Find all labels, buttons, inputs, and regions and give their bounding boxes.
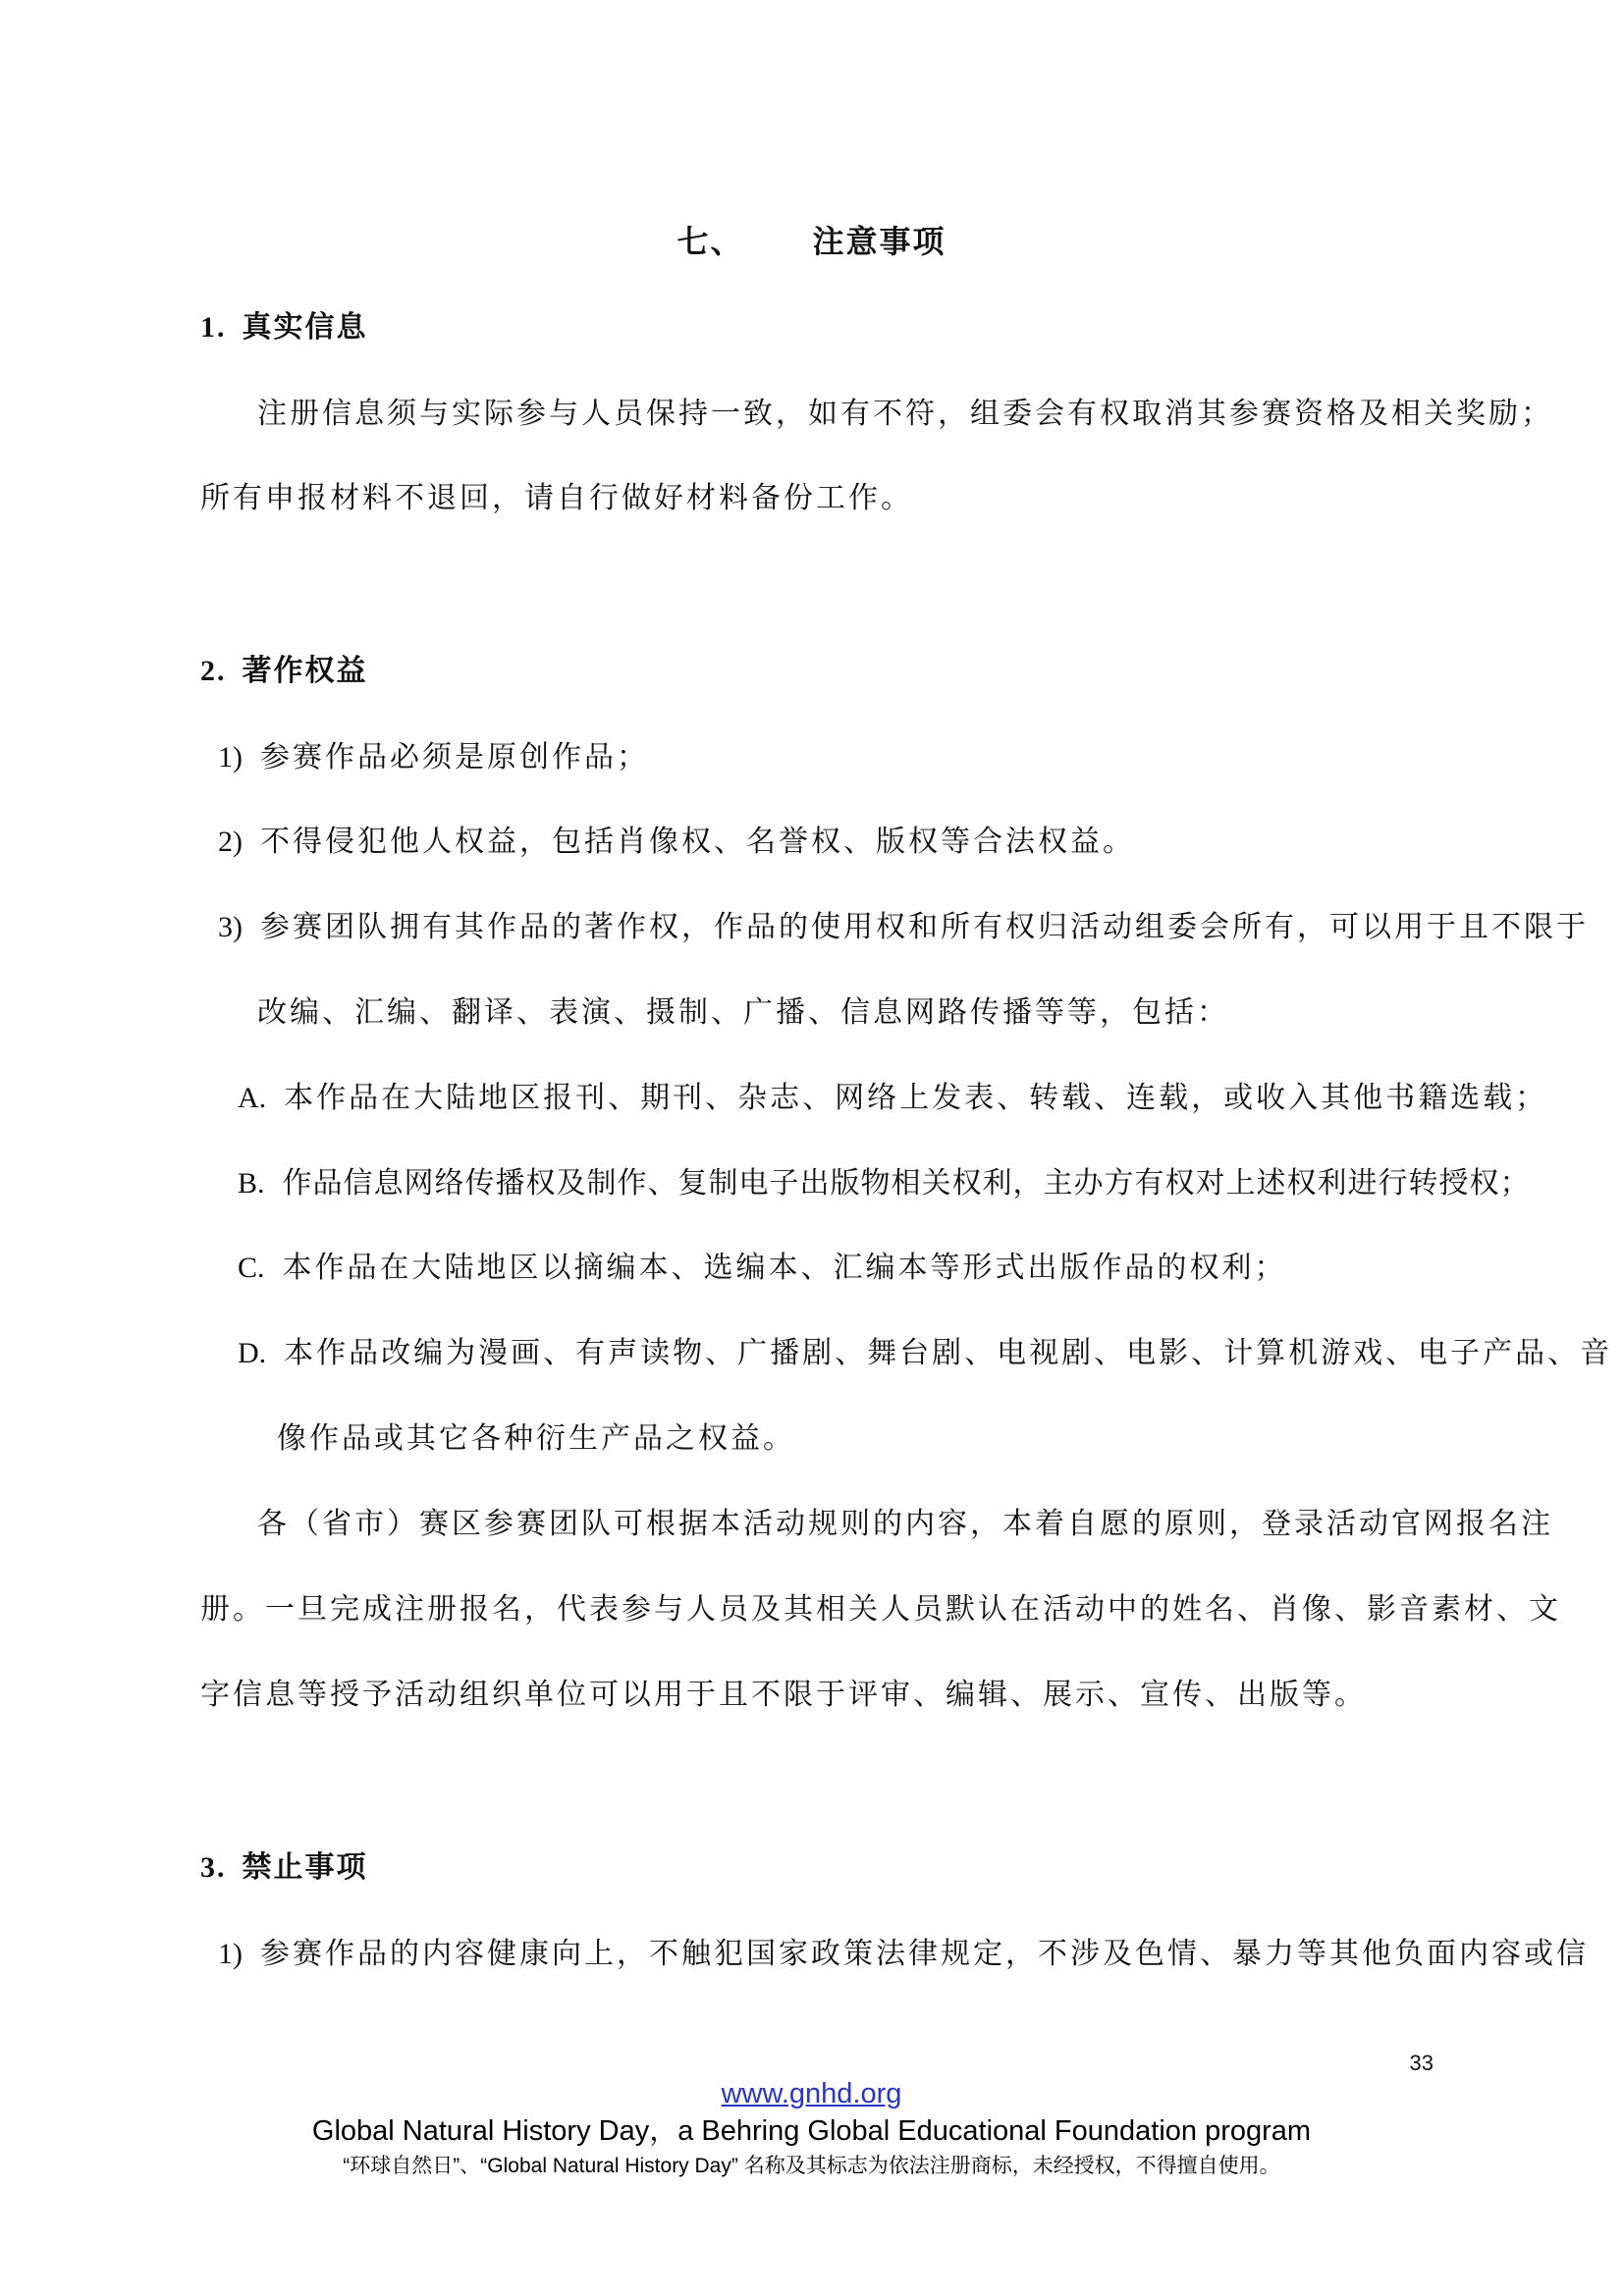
list-item-text: 作品信息网络传播权及制作、复制电子出版物相关权利，主办方有权对上述权利进行转授权；: [282, 1166, 1531, 1201]
paragraph-line: 各（省市）赛区参赛团队可根据本活动规则的内容，本着自愿的原则，登录活动官网报名注: [257, 1507, 1553, 1541]
list-item-text: 本作品在大陆地区以摘编本、选编本、汇编本等形式出版作品的权利；: [282, 1251, 1287, 1285]
list-item-text: 参赛作品的内容健康向上，不触犯国家政策法律规定，不涉及色情、暴力等其他负面内容或信: [260, 1937, 1589, 1971]
sub-list-item: [238, 1164, 1531, 1203]
sub-list-item: [238, 1334, 1612, 1373]
section-title-text: 注意事项: [812, 223, 947, 260]
section-title: [0, 222, 1623, 261]
paragraph-line: 注册信息须与实际参与人员保持一致，如有不符，组委会有权取消其参赛资格及相关奖励；: [257, 397, 1553, 431]
list-marker: 2): [218, 826, 243, 858]
subsection-heading-2: [200, 652, 368, 691]
list-marker: 3): [218, 911, 243, 943]
footer-website-link[interactable]: www.gnhd.org: [721, 2078, 902, 2109]
list-item-text: 参赛团队拥有其作品的著作权，作品的使用权和所有权归活动组委会所有，可以用于且不限于: [260, 910, 1589, 944]
subsection-number: 2.: [200, 655, 227, 687]
subsection-title: 真实信息: [242, 310, 368, 345]
list-item-text: 参赛作品必须是原创作品；: [260, 740, 649, 774]
subsection-number: 1.: [200, 311, 227, 344]
list-item-text: 本作品在大陆地区报刊、期刊、杂志、网络上发表、转载、连载，或收入其他书籍选载；: [284, 1081, 1548, 1115]
subsection-title: 禁止事项: [242, 1850, 368, 1885]
sub-list-item-continuation: 像作品或其它各种衍生产品之权益。: [277, 1421, 795, 1456]
list-item: [218, 738, 649, 777]
list-marker: B.: [238, 1167, 265, 1200]
subsection-heading-3: [200, 1848, 368, 1888]
paragraph-line: 所有申报材料不退回，请自行做好材料备份工作。: [200, 481, 913, 515]
list-item-continuation: 改编、汇编、翻译、表演、摄制、广播、信息网路传播等等，包括：: [257, 995, 1229, 1030]
subsection-number: 3.: [200, 1851, 227, 1884]
section-number: 七、: [676, 223, 744, 260]
sub-list-item: [238, 1079, 1547, 1118]
page-number: 33: [1409, 2051, 1434, 2075]
list-marker: C.: [238, 1252, 265, 1284]
list-item-text: 本作品改编为漫画、有声读物、广播剧、舞台剧、电视剧、电影、计算机游戏、电子产品、音: [284, 1336, 1613, 1370]
list-marker: 1): [218, 741, 243, 774]
list-marker: A.: [238, 1082, 267, 1114]
list-item: [218, 908, 1589, 947]
paragraph-line: 字信息等授予活动组织单位可以用于且不限于评审、编辑、展示、宣传、出版等。: [200, 1678, 1367, 1712]
list-item: [218, 1935, 1589, 1974]
list-item: [218, 823, 1135, 862]
paragraph-line: 册。一旦完成注册报名，代表参与人员及其相关人员默认在活动中的姓名、肖像、影音素材、文: [200, 1592, 1561, 1627]
footer-trademark-notice: “环球自然日”、“Global Natural History Day” 名称及其标志为依法注册商标，未经授权，不得擅自使用。: [343, 2155, 1280, 2177]
list-item-text: 不得侵犯他人权益，包括肖像权、名誉权、版权等合法权益。: [260, 825, 1135, 859]
sub-list-item: [238, 1249, 1287, 1288]
list-marker: 1): [218, 1938, 243, 1970]
subsection-heading-1: [200, 308, 368, 347]
footer-program-text: Global Natural History Day，a Behring Global Educational Foundation program: [311, 2115, 1312, 2147]
subsection-title: 著作权益: [242, 654, 368, 688]
list-marker: D.: [238, 1337, 267, 1369]
